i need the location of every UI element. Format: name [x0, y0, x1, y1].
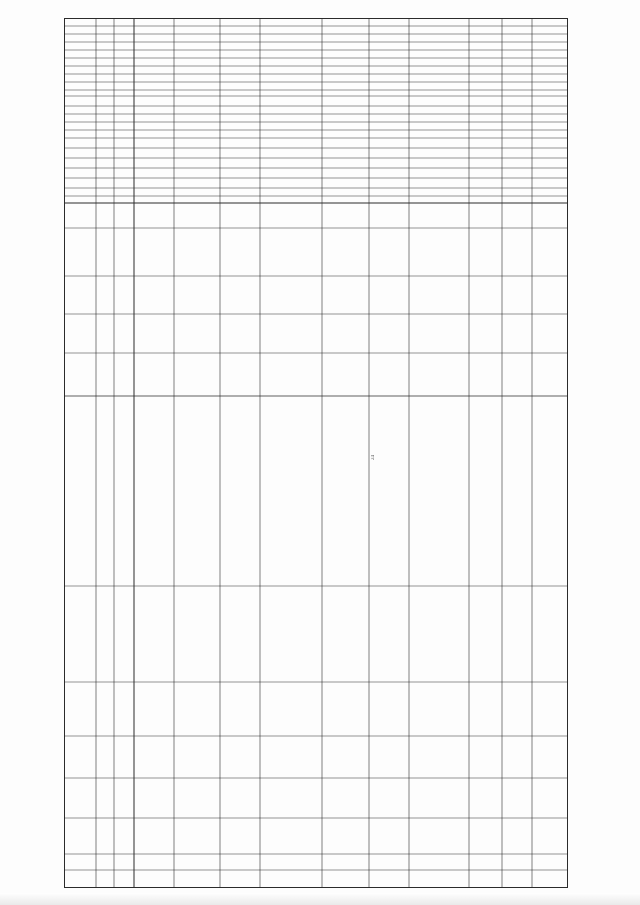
- page-number: 24: [371, 455, 376, 460]
- scan-edge: [0, 893, 640, 905]
- program-indicators-table: [64, 18, 568, 888]
- table-grid-lines: [64, 18, 568, 888]
- table-frame: [65, 19, 568, 888]
